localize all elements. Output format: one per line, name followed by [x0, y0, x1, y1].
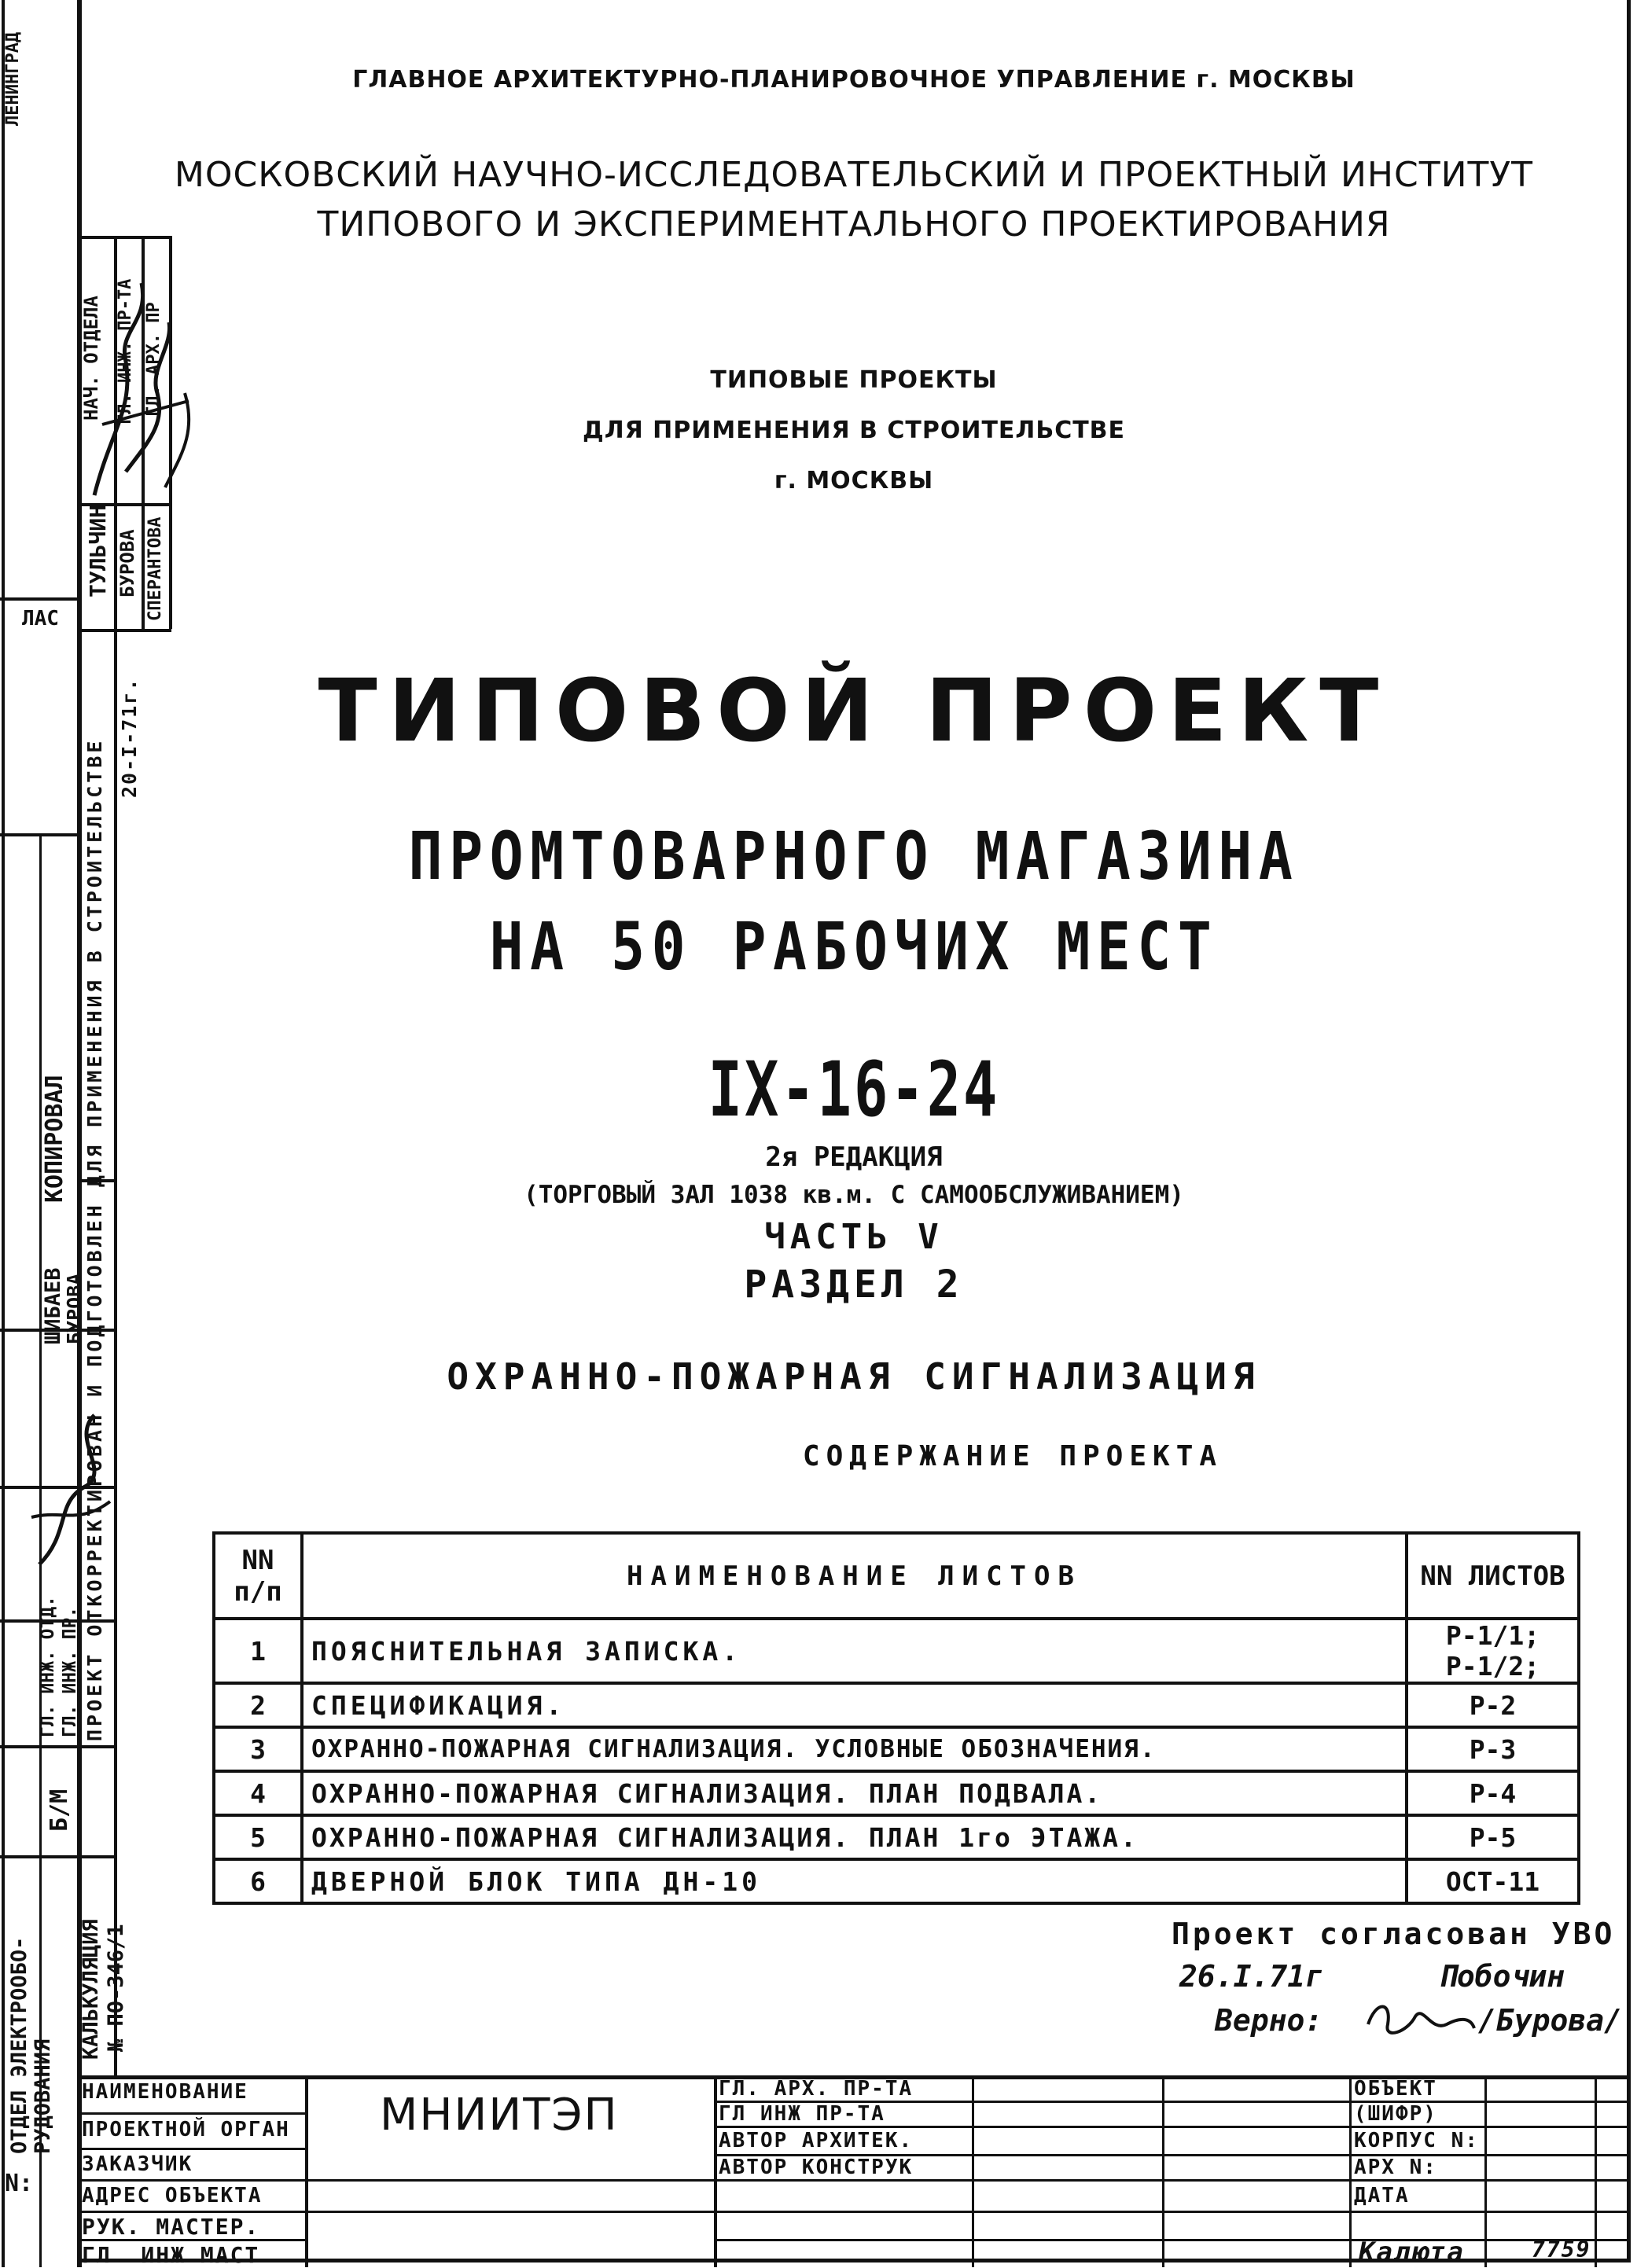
table-row	[214, 1815, 1579, 1859]
name-tulchin: ТУЛЬЧИН	[85, 504, 111, 597]
row-number: 6	[214, 1859, 302, 1903]
stamp-label-author-architect: АВТОР АРХИТЕК.	[719, 2129, 914, 2152]
row-sheet-name: ПОЯСНИТЕЛЬНАЯ ЗАПИСКА.	[302, 1619, 1407, 1683]
row-number: 1	[214, 1619, 302, 1683]
table-row	[214, 1859, 1579, 1903]
contents-header-row	[214, 1533, 1579, 1619]
name-sperantova: СПЕРАНТОВА	[145, 516, 165, 621]
role-head-of-dept: НАЧ. ОТДЕЛА	[80, 296, 102, 421]
strip-row-line	[0, 1745, 114, 1748]
row-sheet-name: ДВЕРНОЙ БЛОК ТИПА ДН-10	[302, 1859, 1407, 1903]
approval-line: Проект согласован УВО	[1172, 1917, 1616, 1951]
row-sheet-name: ОХРАННО-ПОЖАРНАЯ СИГНАЛИЗАЦИЯ. ПЛАН ПОДВАЛА.	[302, 1771, 1407, 1815]
project-name-line-2: НА 50 РАБОЧИХ МЕСТ	[489, 908, 1219, 985]
copied-label: КОПИРОВАЛ	[41, 1075, 68, 1203]
project-name-line-1: ПРОМТОВАРНОГО МАГАЗИНА	[408, 818, 1300, 895]
row-sheet-name: СПЕЦИФИКАЦИЯ.	[302, 1683, 1407, 1727]
stamp-label-chief-architect: ГЛ. АРХ. ПР-ТА	[719, 2077, 914, 2101]
role-chief-engineer: ГЛ. ИНЖ. ПР-ТА	[116, 278, 135, 425]
signature-marks-mid	[24, 1407, 118, 1580]
table-row	[214, 1771, 1579, 1815]
row-number: 5	[214, 1815, 302, 1859]
trade-hall-note: (ТОРГОВЫЙ ЗАЛ 1038 кв.м. С САМООБСЛУЖИВАНИЕМ)	[524, 1181, 1184, 1209]
stamp-label-name: НАИМЕНОВАНИЕ	[82, 2080, 248, 2104]
row-number: 2	[214, 1683, 302, 1727]
name-burova-2: БУРОВА	[63, 1273, 86, 1344]
approval-date: 26.I.71г	[1179, 1959, 1324, 1994]
stamp-label-workshop-head: РУК. МАСТЕР.	[82, 2214, 260, 2240]
name-shibaev: ШИБАЕВ	[41, 1267, 65, 1344]
correction-date: 20-I-71г.	[118, 677, 141, 798]
stamp-label-address: АДРЕС ОБЪЕКТА	[82, 2184, 263, 2207]
stamp-label-customer: ЗАКАЗЧИК	[82, 2152, 193, 2176]
stamp-handwritten-note: Калюта	[1359, 2237, 1465, 2268]
stamp-label-author-design: АВТОР КОНСТРУК	[719, 2156, 914, 2179]
correction-statement: ПРОЕКТ ОТКОРРЕКТИРОВАН И ПОДГОТОВЛЕН ДЛЯ ПРИМЕНЕНИЯ В СТРОИТЕЛЬСТВЕ	[83, 737, 106, 1741]
series-line-1: ТИПОВЫЕ ПРОЕКТЫ	[710, 366, 998, 394]
role-chief-engineer-project: ГЛ. ИНЖ. ПР.	[60, 1606, 80, 1737]
row-sheet-code: Р-5	[1407, 1815, 1579, 1859]
row-sheet-name: ОХРАННО-ПОЖАРНАЯ СИГНАЛИЗАЦИЯ. ПЛАН 1го ЭТАЖА.	[302, 1815, 1407, 1859]
table-row	[214, 1683, 1579, 1727]
row-sheet-code: ОСТ-11	[1407, 1859, 1579, 1903]
series-line-3: г. МОСКВЫ	[774, 467, 934, 494]
header-institute-sub: ТИПОВОГО И ЭКСПЕРИМЕНТАЛЬНОГО ПРОЕКТИРОВАНИЯ	[317, 204, 1391, 244]
stamp-handwritten-number: 7759	[1532, 2237, 1591, 2262]
row-sheet-code: Р-1/1; Р-1/2;	[1407, 1619, 1579, 1683]
stamp-label-object: ОБЪЕКТ	[1354, 2077, 1437, 2101]
calculation-label: КАЛЬКУЛЯЦИЯ	[79, 1919, 103, 2060]
strip-row-line	[0, 597, 77, 601]
title-block	[77, 2075, 1631, 2267]
approval-name: Побочин	[1439, 1959, 1565, 1994]
row-sheet-code: Р-3	[1407, 1727, 1579, 1771]
stamp-label-chief-engineer-project: ГЛ ИНЖ ПР-ТА	[719, 2102, 885, 2126]
stamp-label-code: (ШИФР)	[1354, 2102, 1437, 2126]
part-label: ЧАСТЬ V	[764, 1217, 944, 1257]
project-code: IX-16-24	[708, 1046, 1000, 1134]
edge-city-label: ЛЕНИНГРАД	[3, 31, 23, 126]
department-label: ОТДЕЛ ЭЛЕКТРООБО-РУДОВАНИЯ	[7, 1936, 55, 2154]
table-row	[214, 1727, 1579, 1771]
role-chief-engineer-dept: ГЛ. ИНЖ. ОТД.	[38, 1595, 58, 1737]
row-sheet-code: Р-2	[1407, 1683, 1579, 1727]
table-row	[214, 1619, 1579, 1683]
strip-row-line	[0, 1855, 114, 1858]
row-sheet-name: ОХРАННО-ПОЖАРНАЯ СИГНАЛИЗАЦИЯ. УСЛОВНЫЕ ОБОЗНАЧЕНИЯ.	[302, 1727, 1407, 1771]
header-sheet-name: НАИМЕНОВАНИЕ ЛИСТОВ	[302, 1533, 1407, 1619]
contents-table	[212, 1531, 1580, 1905]
name-burova: БУРОВА	[116, 529, 138, 597]
row-number: 4	[214, 1771, 302, 1815]
page-title: ТИПОВОЙ ПРОЕКТ	[318, 660, 1390, 761]
row-sheet-code: Р-4	[1407, 1771, 1579, 1815]
verified-name: /Бурова/	[1478, 2003, 1623, 2038]
strip-row-line	[77, 629, 171, 632]
strip-edge-line	[2, 0, 5, 2267]
stamp-label-archive-no: АРХ N:	[1354, 2156, 1437, 2179]
header-number: NN п/п	[214, 1533, 302, 1619]
stamp-label-building-no: КОРПУС N:	[1354, 2129, 1479, 2152]
header-sheet-numbers: NN ЛИСТОВ	[1407, 1533, 1579, 1619]
lac-label: ЛАС	[22, 607, 59, 630]
contents-heading: СОДЕРЖАНИЕ ПРОЕКТА	[802, 1440, 1223, 1472]
subject-title: ОХРАННО-ПОЖАРНАЯ СИГНАЛИЗАЦИЯ	[447, 1355, 1261, 1398]
header-institute: МОСКОВСКИЙ НАУЧНО-ИССЛЕДОВАТЕЛЬСКИЙ И ПРОЕКТНЫЙ ИНСТИТУТ	[174, 155, 1534, 195]
organization-name: МНИИТЭП	[380, 2090, 619, 2141]
strip-row-line	[0, 833, 77, 836]
calculation-number: № ПО-346/1	[104, 1924, 128, 2052]
stamp-label-date: ДАТА	[1354, 2184, 1410, 2207]
edition-label: 2я РЕДАКЦИЯ	[765, 1141, 943, 1173]
section-label: РАЗДЕЛ 2	[744, 1263, 964, 1307]
verified-label: Верно:	[1215, 2003, 1323, 2038]
verified-signature	[1360, 1993, 1478, 2048]
header-authority: ГЛАВНОЕ АРХИТЕКТУРНО-ПЛАНИРОВОЧНОЕ УПРАВЛЕНИЕ г. МОСКВЫ	[352, 66, 1356, 94]
bm-label: Б/М	[46, 1788, 73, 1832]
series-line-2: ДЛЯ ПРИМЕНЕНИЯ В СТРОИТЕЛЬСТВЕ	[582, 417, 1126, 444]
row-number: 3	[214, 1727, 302, 1771]
role-chief-architect: ГЛ. АРХ. ПР	[144, 302, 164, 417]
stamp-label-chief-engineer: ГЛ. ИНЖ МАСТ	[82, 2242, 260, 2268]
edge-number-label: N:	[5, 2170, 34, 2197]
stamp-label-design-org: ПРОЕКТНОЙ ОРГАН	[82, 2118, 290, 2141]
